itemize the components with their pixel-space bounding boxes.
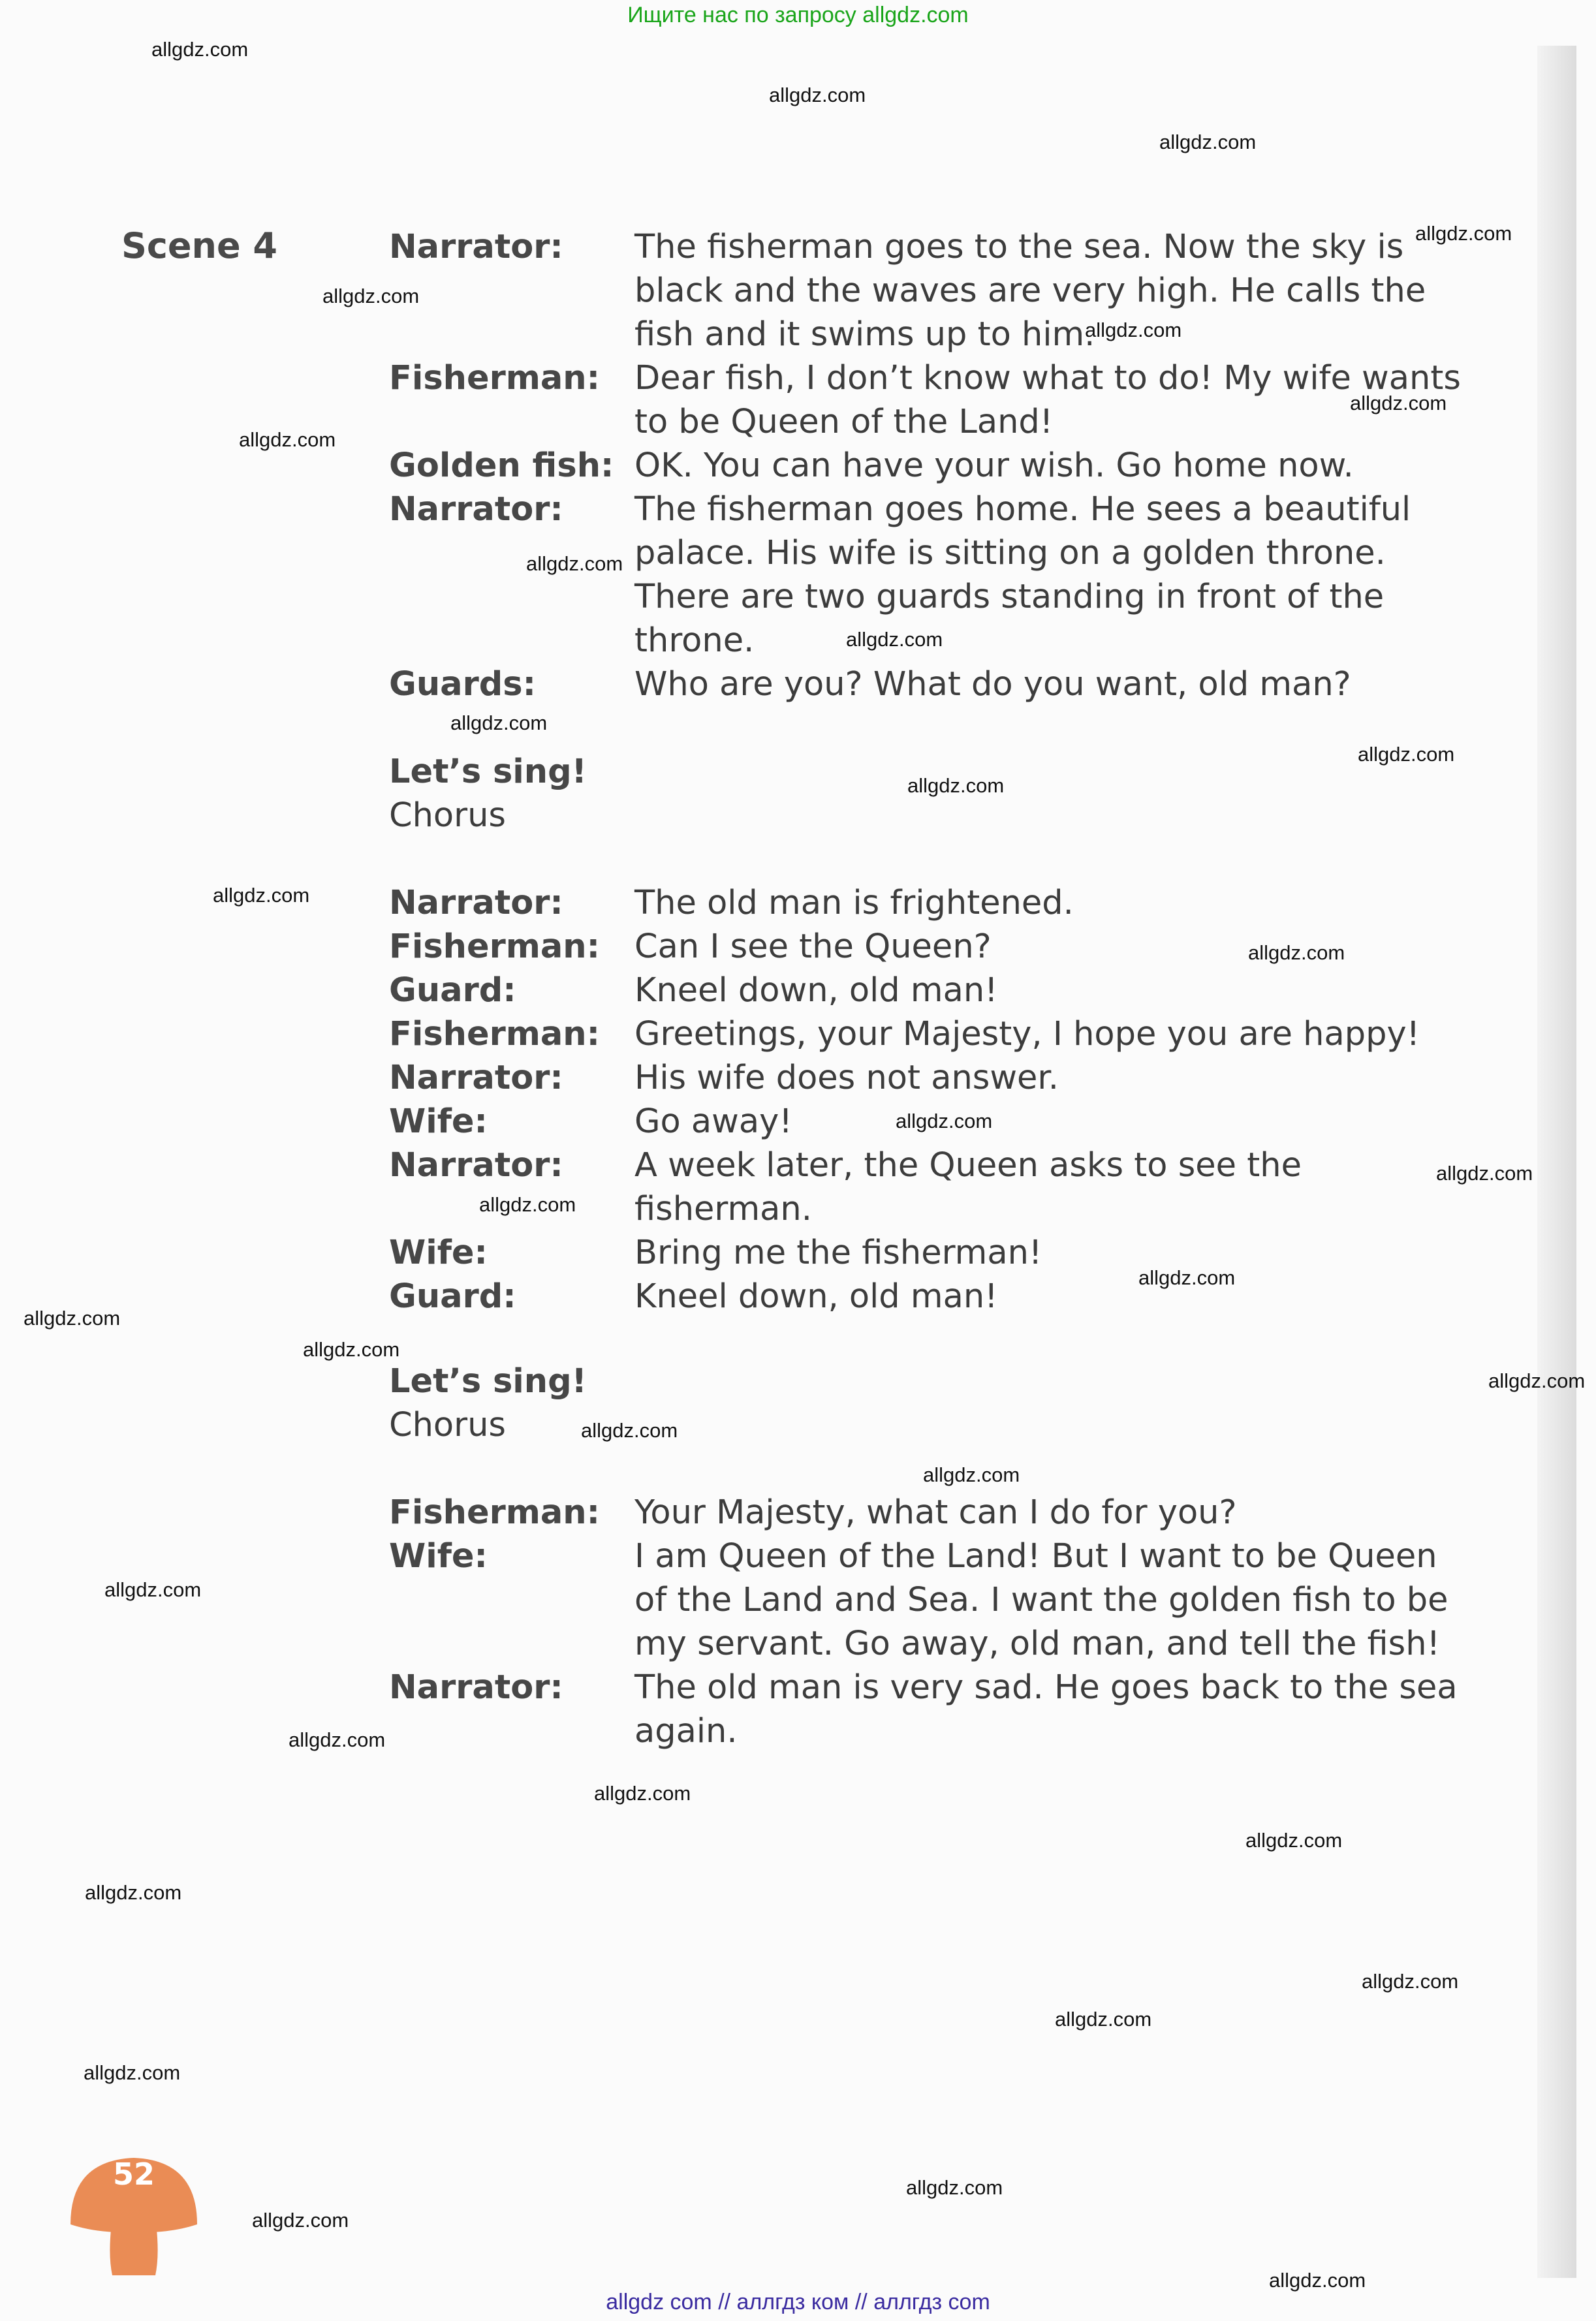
line-text: I am Queen of the Land! But I want to be Queen bbox=[634, 1537, 1437, 1576]
speaker-label: Fisherman: bbox=[389, 927, 600, 966]
watermark: allgdz.com bbox=[252, 2209, 349, 2232]
chorus-label: Chorus bbox=[389, 1406, 506, 1444]
line-text: Bring me the fisherman! bbox=[634, 1234, 1042, 1272]
line-text: again. bbox=[634, 1712, 738, 1751]
watermark: allgdz.com bbox=[85, 1881, 182, 1904]
scene-heading: Scene 4 bbox=[121, 225, 277, 266]
watermark: allgdz.com bbox=[1245, 1829, 1343, 1852]
watermark: allgdz.com bbox=[239, 428, 336, 451]
watermark: allgdz.com bbox=[151, 38, 249, 61]
watermark: allgdz.com bbox=[213, 884, 310, 907]
line-text: Kneel down, old man! bbox=[634, 971, 998, 1010]
line-text: A week later, the Queen asks to see the bbox=[634, 1146, 1302, 1185]
dialogue-line bbox=[389, 1622, 1525, 1666]
speaker-label: Fisherman: bbox=[389, 359, 600, 397]
line-text: Go away! bbox=[634, 1102, 792, 1141]
song-title bbox=[389, 1360, 1525, 1403]
dialogue-line bbox=[389, 313, 1525, 356]
watermark: allgdz.com bbox=[84, 2061, 181, 2084]
watermark: allgdz.com bbox=[907, 774, 1005, 797]
speaker-label: Narrator: bbox=[389, 1059, 563, 1097]
line-text: palace. His wife is sitting on a golden throne. bbox=[634, 534, 1386, 572]
watermark: allgdz.com bbox=[1350, 392, 1447, 414]
line-text: The old man is very sad. He goes back to the sea bbox=[634, 1668, 1458, 1707]
dialogue-line bbox=[389, 1231, 1525, 1275]
line-text: Greetings, your Majesty, I hope you are happy! bbox=[634, 1015, 1420, 1053]
dialogue-line bbox=[389, 1056, 1525, 1100]
line-text: to be Queen of the Land! bbox=[634, 403, 1054, 441]
lets-sing-heading: Let’s sing! bbox=[389, 1362, 587, 1401]
dialogue-line bbox=[389, 925, 1525, 969]
speaker-label: Fisherman: bbox=[389, 1493, 600, 1532]
watermark: allgdz.com bbox=[526, 552, 623, 575]
watermark: allgdz.com bbox=[450, 711, 548, 734]
footer-links[interactable]: allgdz com // аллгдз ком // аллгдз com bbox=[606, 2290, 990, 2314]
dialogue-line bbox=[389, 1144, 1525, 1187]
watermark: allgdz.com bbox=[1488, 1369, 1586, 1392]
chorus-label: Chorus bbox=[389, 796, 506, 835]
watermark: allgdz.com bbox=[1362, 1970, 1459, 1993]
watermark: allgdz.com bbox=[1358, 743, 1455, 766]
watermark: allgdz.com bbox=[923, 1463, 1020, 1486]
page-number: 52 bbox=[112, 2157, 155, 2192]
dialogue-line bbox=[389, 969, 1525, 1012]
watermark: allgdz.com bbox=[104, 1578, 202, 1601]
line-text: His wife does not answer. bbox=[634, 1059, 1059, 1097]
mushroom-stem bbox=[110, 2230, 157, 2275]
speaker-label: Golden fish: bbox=[389, 446, 614, 485]
speaker-label: Wife: bbox=[389, 1102, 488, 1141]
line-text: of the Land and Sea. I want the golden fish to be bbox=[634, 1581, 1448, 1619]
dialogue-line bbox=[389, 881, 1525, 925]
dialogue-line bbox=[389, 662, 1525, 706]
watermark: allgdz.com bbox=[303, 1338, 400, 1361]
speaker-label: Narrator: bbox=[389, 228, 563, 266]
watermark: allgdz.com bbox=[906, 2176, 1003, 2199]
dialogue-line bbox=[389, 444, 1525, 488]
line-text: black and the waves are very high. He calls the bbox=[634, 272, 1426, 310]
song-subtitle bbox=[389, 794, 1525, 837]
watermark: allgdz.com bbox=[322, 285, 420, 307]
line-text: Your Majesty, what can I do for you? bbox=[634, 1493, 1237, 1532]
line-text: Who are you? What do you want, old man? bbox=[634, 665, 1351, 704]
dialogue-line bbox=[389, 1275, 1525, 1318]
line-text: Dear fish, I don’t know what to do! My wife wants bbox=[634, 359, 1461, 397]
dialogue-line bbox=[389, 1534, 1525, 1578]
line-text: my servant. Go away, old man, and tell the fish! bbox=[634, 1625, 1441, 1663]
watermark: allgdz.com bbox=[23, 1307, 121, 1330]
watermark: allgdz.com bbox=[581, 1419, 678, 1442]
watermark: allgdz.com bbox=[1415, 222, 1512, 245]
dialogue-line bbox=[389, 488, 1525, 531]
speaker-label: Narrator: bbox=[389, 490, 563, 529]
line-text: The fisherman goes home. He sees a beautiful bbox=[634, 490, 1411, 529]
speaker-label: Guard: bbox=[389, 971, 516, 1010]
watermark: allgdz.com bbox=[594, 1782, 691, 1805]
line-text: throne. bbox=[634, 621, 755, 660]
watermark: allgdz.com bbox=[1055, 2008, 1152, 2031]
watermark: allgdz.com bbox=[1159, 131, 1257, 153]
speaker-label: Narrator: bbox=[389, 1668, 563, 1707]
watermark: allgdz.com bbox=[846, 628, 943, 651]
dialogue-line bbox=[389, 619, 1525, 662]
speaker-label: Fisherman: bbox=[389, 1015, 600, 1053]
dialogue-line bbox=[389, 1709, 1525, 1753]
watermark: allgdz.com bbox=[896, 1110, 993, 1132]
dialogue-line bbox=[389, 1012, 1525, 1056]
speaker-label: Narrator: bbox=[389, 884, 563, 922]
speaker-label: Wife: bbox=[389, 1234, 488, 1272]
dialogue-line bbox=[389, 269, 1525, 313]
search-hint-link[interactable]: Ищите нас по запросу allgdz.com bbox=[627, 3, 969, 27]
watermark: allgdz.com bbox=[1085, 319, 1182, 341]
dialogue-line bbox=[389, 1666, 1525, 1709]
line-text: OK. You can have your wish. Go home now. bbox=[634, 446, 1354, 485]
watermark: allgdz.com bbox=[1436, 1162, 1533, 1185]
line-text: Can I see the Queen? bbox=[634, 927, 992, 966]
speaker-label: Wife: bbox=[389, 1537, 488, 1576]
speaker-label: Narrator: bbox=[389, 1146, 563, 1185]
dialogue-line bbox=[389, 1578, 1525, 1622]
dialogue-line bbox=[389, 225, 1525, 269]
dialogue-line bbox=[389, 1491, 1525, 1534]
watermark: allgdz.com bbox=[1269, 2269, 1366, 2292]
watermark: allgdz.com bbox=[1248, 941, 1345, 964]
line-text: fish and it swims up to him. bbox=[634, 315, 1095, 354]
line-text: Kneel down, old man! bbox=[634, 1277, 998, 1316]
speaker-label: Guards: bbox=[389, 665, 536, 704]
page-edge-shadow bbox=[1537, 46, 1576, 2278]
line-text: fisherman. bbox=[634, 1190, 812, 1228]
watermark: allgdz.com bbox=[479, 1193, 576, 1216]
watermark: allgdz.com bbox=[1138, 1266, 1236, 1289]
dialogue-line bbox=[389, 575, 1525, 619]
watermark: allgdz.com bbox=[769, 84, 866, 106]
speaker-label: Guard: bbox=[389, 1277, 516, 1316]
line-text: The old man is frightened. bbox=[634, 884, 1074, 922]
line-text: The fisherman goes to the sea. Now the sky is bbox=[634, 228, 1404, 266]
watermark: allgdz.com bbox=[289, 1728, 386, 1751]
lets-sing-heading: Let’s sing! bbox=[389, 753, 587, 791]
song-subtitle bbox=[389, 1403, 1525, 1447]
line-text: There are two guards standing in front of the bbox=[634, 578, 1385, 616]
